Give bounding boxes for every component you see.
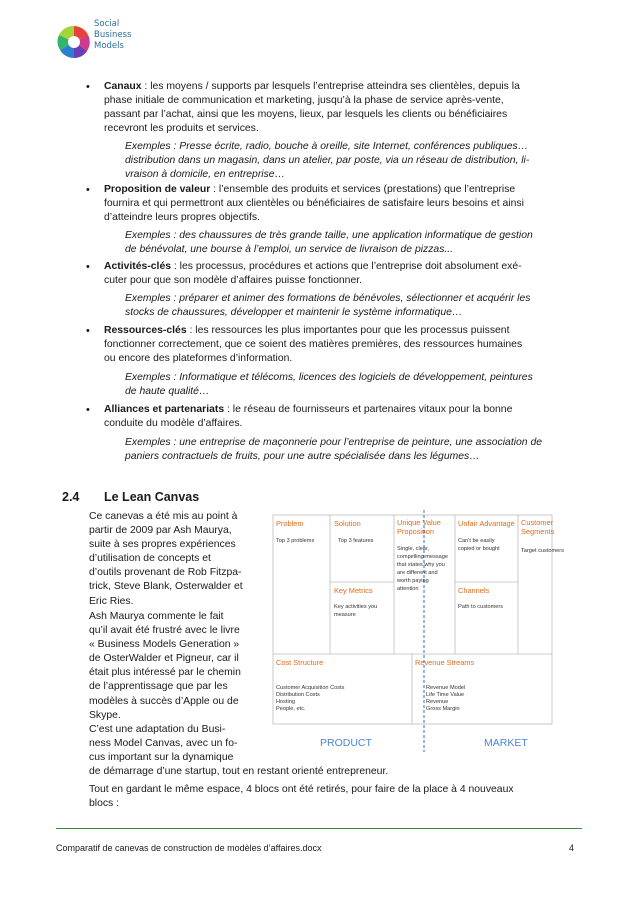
block-title-cost: Cost Structure	[276, 658, 324, 667]
example-text: de bénévolat, une bourse à l’emploi, un service de livraison de pizzas...	[125, 244, 454, 256]
example-text: Exemples : Presse écrite, radio, bouche à oreille, site Internet, conférences publiques…	[125, 141, 529, 152]
example-text: vraison à domicile, en entreprise…	[125, 169, 285, 181]
paragraph-blocs	[89, 783, 585, 811]
block-text-unfair: copied or bought	[458, 546, 500, 552]
paragraph-line: blocs :	[89, 798, 120, 810]
block-title-uvp-1: Unique Value	[397, 518, 441, 527]
block-text-metrics: Key activities you	[334, 604, 378, 610]
block-text-problem: Top 3 problems	[276, 538, 315, 544]
bullet-text: phase initiale de communication et marketing, jusqu’à la phase de service après-vente,	[104, 95, 504, 107]
section-number: 2.4	[62, 490, 80, 504]
example-ressources	[125, 371, 587, 399]
block-title-revenue: Revenue Streams	[415, 658, 475, 667]
bullet-title: Ressources-clés	[104, 325, 187, 336]
paragraph-line: Tout en gardant le même espace, 4 blocs ont été retirés, pour faire de la place à 4 nouveaux	[89, 784, 514, 795]
bullet-title: Alliances et partenariats	[104, 404, 225, 415]
bullet-text: : le réseau de fournisseurs et partenaires vitaux pour la bonne	[224, 404, 513, 415]
paragraph-adaptation	[89, 723, 257, 765]
block-text-uvp: worth paying	[397, 578, 429, 584]
bullet-icon: •	[86, 404, 90, 416]
bullet-canaux	[86, 80, 586, 136]
example-activites	[125, 292, 587, 320]
paragraph-line: trick, Steve Blank, Osterwalder et	[89, 581, 243, 593]
example-text: Exemples : des chaussures de très grande taille, une application informatique de gestion	[125, 230, 533, 241]
paragraph-startup	[89, 765, 585, 779]
bullet-icon: •	[86, 184, 90, 196]
logo-line: Business	[94, 30, 132, 40]
paragraph-line: partir de 2009 par Ash Maurya,	[89, 525, 232, 537]
bullet-title: Canaux	[104, 81, 142, 92]
example-text: distribution dans un magasin, dans un atelier, par poste, via un réseau de distribution, li-	[125, 155, 530, 167]
example-text: de haute qualité…	[125, 386, 210, 398]
example-text: Exemples : une entreprise de maçonnerie pour l’entreprise de peinture, une association de	[125, 437, 543, 448]
block-text-solution: Top 3 features	[338, 538, 374, 544]
paragraph-line: suite à ses propres expériences	[89, 539, 236, 551]
block-title-metrics: Key Metrics	[334, 586, 373, 595]
paragraph-line: C’est une adaptation du Busi-	[89, 724, 226, 735]
block-text-cost: Hosting	[276, 699, 295, 705]
paragraph-line: Eric Ries.	[89, 595, 134, 607]
section-title: Le Lean Canvas	[104, 490, 200, 504]
bullet-text: : les moyens / supports par lesquels l’entreprise atteindra ses clientèles, depuis la	[141, 81, 520, 92]
example-canaux	[125, 140, 587, 182]
logo-line: Social	[94, 19, 120, 29]
example-text: Exemples : préparer et animer des formations de bénévoles, sélectionner et acquérir les	[125, 293, 531, 304]
paragraph-line: de l’apprentissage que par les	[89, 681, 228, 693]
logo-wheel-icon	[58, 26, 90, 58]
block-text-channels: Path to customers	[458, 604, 504, 610]
bullet-text: fonctionner correctement, que ce soient des matières premières, des ressources humaines	[104, 339, 523, 351]
paragraph-line: Ash Maurya commente le fait	[89, 611, 224, 622]
paragraph-line: qu’il avait été frustré avec le livre	[89, 625, 240, 637]
paragraph-line: d’outils provenant de Rob Fitzpa-	[89, 567, 242, 579]
block-title-segments-1: Customer	[521, 518, 554, 527]
paragraph-line: de OsterWalder et Pigneur, car il	[89, 653, 239, 665]
example-text: paniers contractuels de fruits, pour une autre spécialisée dans les légumes…	[125, 451, 480, 463]
block-text-segments: Target customers	[521, 548, 564, 554]
paragraph-line: ness Model Canvas, avec un fo-	[89, 738, 238, 750]
block-text-revenue: Gross Margin	[426, 706, 460, 712]
bullet-icon: •	[86, 261, 90, 273]
paragraph-line: « Business Models Generation »	[89, 639, 240, 651]
block-text-uvp: Single, clear,	[397, 546, 430, 552]
paragraph-line: était plus intéressé par le chemin	[89, 667, 241, 679]
block-text-revenue: Revenue	[426, 699, 449, 705]
logo-line: Models	[94, 41, 124, 51]
block-text-cost: Customer Acquisition Costs	[276, 685, 345, 691]
paragraph-intro	[89, 510, 257, 609]
block-text-uvp: compelling message	[397, 554, 448, 560]
footer-filename: Comparatif de canevas de construction de modèles d’affaires.docx	[56, 843, 322, 853]
block-text-uvp: that states why you	[397, 562, 445, 568]
paragraph-line: Ce canevas a été mis au point à	[89, 511, 238, 522]
paragraph-line: d’utilisation de concepts et	[89, 553, 211, 565]
block-text-cost: Distribution Costs	[276, 692, 320, 698]
block-text-metrics: measure	[334, 612, 356, 618]
block-text-revenue: Revenue Model	[426, 685, 466, 691]
bullet-icon: •	[86, 325, 90, 337]
block-title-solution: Solution	[334, 519, 361, 528]
bullet-text: passant par l’achat, ainsi que les moyens, lieux, par lesquels les clients ou bénéficiaires	[104, 109, 508, 121]
block-title-unfair: Unfair Advantage	[458, 519, 515, 528]
paragraph-line: modèles à succès d’Apple ou de	[89, 695, 239, 707]
product-label: PRODUCT	[320, 737, 372, 749]
example-text: Exemples : Informatique et télécoms, licences des logiciels de développement, peintures	[125, 372, 533, 383]
block-text-unfair: Can't be easily	[458, 538, 495, 544]
bullet-title: Activités-clés	[104, 261, 171, 272]
example-alliances	[125, 436, 587, 464]
bullet-icon: •	[86, 81, 90, 93]
block-title-segments-2: Segments	[521, 527, 555, 536]
block-text-cost: People, etc.	[276, 706, 306, 712]
block-title-uvp-2: Proposition	[397, 527, 434, 536]
block-title-problem: Problem	[276, 519, 304, 528]
bullet-text: : les ressources les plus importantes pour que les processus puissent	[186, 325, 510, 336]
bullet-title: Proposition de valeur	[104, 184, 211, 195]
bullet-text: cuter pour que son modèle d’affaires puisse fonctionner.	[104, 275, 363, 287]
bullet-text: recevront les produits et services.	[104, 123, 259, 135]
paragraph-line: de démarrage d’une startup, tout en restant orienté entrepreneur.	[89, 766, 389, 777]
bullet-activites-cles	[86, 260, 586, 288]
bullet-text: ou encore des plateformes d’information.	[104, 353, 293, 365]
block-title-channels: Channels	[458, 586, 490, 595]
bullet-text: : les processus, procédures et actions que l’entreprise doit absolument exé-	[171, 261, 522, 272]
footer-divider	[56, 828, 582, 829]
bullet-text: conduite du modèle d’affaires.	[104, 418, 243, 430]
bullet-text: d’atteindre leurs propres objectifs.	[104, 212, 260, 224]
bullet-ressources-cles	[86, 324, 586, 366]
paragraph-maurya	[89, 610, 257, 723]
bullet-text: : l’ensemble des produits et services (prestations) que l’entreprise	[210, 184, 516, 195]
block-text-revenue: Life Time Value	[426, 692, 465, 698]
paragraph-line: Skype.	[89, 709, 121, 721]
market-label: MARKET	[484, 737, 528, 749]
block-text-uvp: are different and	[397, 570, 438, 576]
bullet-proposition-de-valeur	[86, 183, 586, 225]
example-proposition	[125, 229, 587, 257]
page-number: 4	[569, 843, 575, 853]
lean-canvas-figure	[272, 509, 564, 752]
paragraph-line: cus important sur la dynamique	[89, 752, 234, 764]
block-text-uvp: attention	[397, 586, 419, 592]
bullet-text: fournira et qui permettront aux clientèles ou bénéficiaires de satisfaire leurs besoins et ainsi	[104, 198, 524, 210]
example-text: stocks de chaussures, développer et maintenir le système informatique…	[125, 307, 463, 319]
logo-text	[94, 19, 131, 52]
bullet-alliances	[86, 403, 586, 431]
